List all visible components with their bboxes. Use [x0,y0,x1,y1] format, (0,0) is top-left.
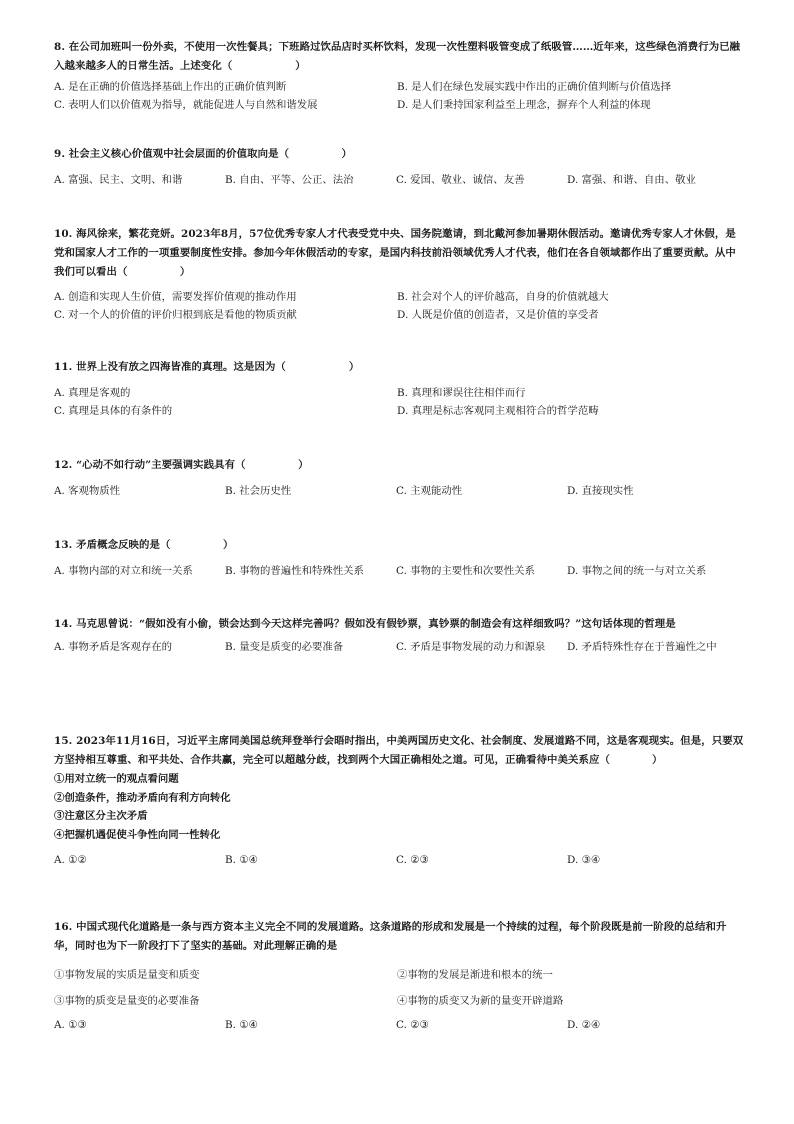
option-a[interactable]: A. 是在正确的价值选择基础上作出的正确价值判断 [54,81,287,93]
option-d[interactable]: D. ③④ [567,854,601,866]
option-b[interactable]: B. ①④ [225,854,258,866]
question-13 [54,536,744,580]
question-11 [54,358,744,420]
question-stem [54,918,744,956]
question-number: 12. [54,459,73,471]
question-text: 中国式现代化道路是一条与西方资本主义完全不同的发展道路。这条道路的形成和发展是一个持续的过程，每个阶段既是前一阶段的总结和升华，同时也为下一阶段打下了坚实的基础。对此理解正确的是 [54,921,727,952]
question-text: 2023年11月16日，习近平主席同美国总统拜登举行会晤时指出，中美两国历史文化、社会制度、发展道路不同，这是客观现实。但是，只要双方坚持相互尊重、和平共处、合作共赢，完全可以超越分歧，找到两个大国正确相处之道。可见，正确看待中美关系应（ ） [54,735,744,766]
question-stem [54,38,744,76]
question-text: 矛盾概念反映的是（ ） [76,539,234,551]
question-number: 14. [54,618,73,630]
statement-list [54,962,744,1014]
statement-4: ④事物的质变又为新的量变开辟道路 [397,995,564,1007]
question-16 [54,918,744,1034]
statement-2: ②事物的发展是渐进和根本的统一 [397,969,553,981]
options [54,1016,744,1034]
statement-3: ③事物的质变是量变的必要准备 [54,995,200,1007]
question-text: 在公司加班叫一份外卖，不使用一次性餐具；下班路过饮品店时买杯饮料，发现一次性塑料吸管变成了纸吸管……近年来，这些绿色消费行为已融入越来越多人的日常生活。上述变化（ ） [54,41,741,72]
option-c[interactable]: C. 真理是具体的有条件的 [54,405,173,417]
question-number: 9. [54,148,66,160]
question-stem [54,358,744,377]
statement-1: ①事物发展的实质是量变和质变 [54,969,200,981]
option-c[interactable]: C. ②③ [396,854,429,866]
question-stem [54,615,744,634]
option-a[interactable]: A. ①② [54,854,87,866]
option-d[interactable]: D. 富强、和谐、自由、敬业 [567,174,696,186]
question-text: 世界上没有放之四海皆准的真理。这是因为（ ） [76,361,360,373]
option-b[interactable]: B. 社会历史性 [225,485,292,497]
options [54,288,744,324]
option-d[interactable]: D. ②④ [567,1019,601,1031]
question-stem [54,225,744,282]
options [54,384,744,420]
option-b[interactable]: B. 自由、平等、公正、法治 [225,174,354,186]
option-b[interactable]: B. 是人们在绿色发展实践中作出的正确价值判断与价值选择 [397,81,672,93]
question-9 [54,145,744,189]
statement-4: ④把握机遇促使斗争性向同一性转化 [54,828,221,841]
option-a[interactable]: A. ①③ [54,1019,87,1031]
option-b[interactable]: B. 事物的普遍性和特殊性关系 [225,565,364,577]
statement-1: ①用对立统一的观点看问题 [54,773,179,785]
question-14 [54,615,744,656]
options [54,851,744,869]
option-c[interactable]: C. 表明人们以价值观为指导，就能促进人与自然和谐发展 [54,99,318,111]
option-a[interactable]: A. 创造和实现人生价值，需要发挥价值观的推动作用 [54,291,297,303]
question-stem [54,145,744,164]
option-d[interactable]: D. 真理是标志客观同主观相符合的哲学范畴 [397,405,599,417]
question-10 [54,225,744,324]
option-a[interactable]: A. 事物矛盾是客观存在的 [54,641,173,653]
question-number: 11. [54,361,73,373]
option-c[interactable]: C. 对一个人的价值的评价归根到底是看他的物质贡献 [54,309,297,321]
question-number: 8. [54,41,66,53]
question-text: 马克思曾说：“假如没有小偷，锁会达到今天这样完善吗？假如没有假钞票，真钞票的制造会有这样细致吗？”这句话体现的哲理是 [76,618,676,630]
options [54,78,744,114]
option-a[interactable]: A. 事物内部的对立和统一关系 [54,565,193,577]
options [54,638,744,656]
option-a[interactable]: A. 真理是客观的 [54,387,131,399]
option-b[interactable]: B. ①④ [225,1019,258,1031]
option-d[interactable]: D. 矛盾特殊性存在于普遍性之中 [567,641,717,653]
option-d[interactable]: D. 直接现实性 [567,485,634,497]
question-number: 15. [54,735,73,747]
option-b[interactable]: B. 量变是质变的必要准备 [225,641,344,653]
statement-2: ②创造条件，推动矛盾向有利方向转化 [54,791,231,804]
statement-list [54,770,744,844]
options [54,562,744,580]
question-text: 社会主义核心价值观中社会层面的价值取向是（ ） [68,148,353,160]
options [54,482,744,500]
option-c[interactable]: C. ②③ [396,1019,429,1031]
statement-3: ③注意区分主次矛盾 [54,810,148,822]
option-b[interactable]: B. 社会对个人的评价越高，自身的价值就越大 [397,291,609,303]
option-a[interactable]: A. 客观物质性 [54,485,121,497]
option-b[interactable]: B. 真理和谬误往往相伴而行 [397,387,526,399]
question-15 [54,732,744,869]
question-stem [54,456,744,475]
question-stem [54,732,744,770]
question-text: “心动不如行动”主要强调实践具有（ ） [76,459,309,471]
question-number: 13. [54,539,73,551]
question-8 [54,38,744,114]
option-d[interactable]: D. 人既是价值的创造者，又是价值的享受者 [397,309,599,321]
question-number: 16. [54,921,73,933]
option-c[interactable]: C. 主观能动性 [396,485,463,497]
option-a[interactable]: A. 富强、民主、文明、和谐 [54,174,183,186]
option-d[interactable]: D. 事物之间的统一与对立关系 [567,565,707,577]
option-c[interactable]: C. 事物的主要性和次要性关系 [396,565,535,577]
question-number: 10. [54,228,73,240]
options [54,171,744,189]
option-c[interactable]: C. 爱国、敬业、诚信、友善 [396,174,525,186]
option-c[interactable]: C. 矛盾是事物发展的动力和源泉 [396,641,546,653]
question-text: 海风徐来，繁花竞妍。2023年8月，57位优秀专家人才代表受党中央、国务院邀请，到北戴河参加暑期休假活动。邀请优秀专家人才休假，是党和国家人才工作的一项重要制度性安排。参加今年休假活动的专家，是国内科技前沿领域优秀人才代表，他们在各自领域都作出了重要贡献。从中我们可以看出（ ） [54,228,736,278]
option-d[interactable]: D. 是人们秉持国家利益至上理念，摒弃个人利益的体现 [397,99,651,111]
question-12 [54,456,744,500]
question-stem [54,536,744,555]
